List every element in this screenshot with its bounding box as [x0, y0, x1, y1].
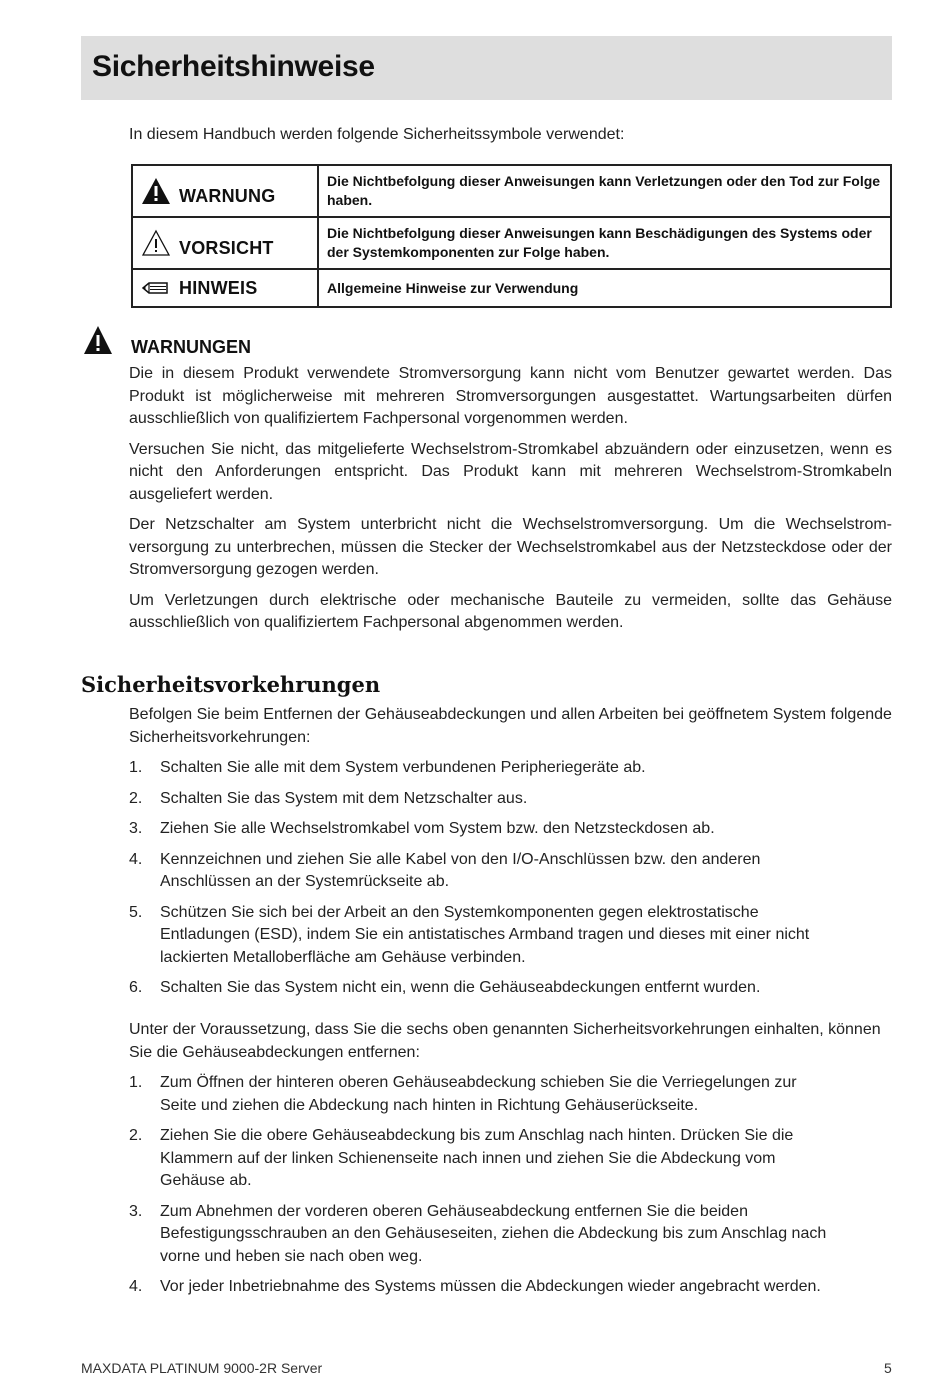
warning-filled-icon: [133, 177, 179, 205]
precautions-list: [129, 757, 892, 1008]
list-item: 2. Schalten Sie das System mit dem Netzschalter aus.: [129, 789, 528, 807]
symbol-row-hinweis: [132, 269, 891, 307]
warning-paragraph: Um Verletzungen durch elektrische oder mechanische Bauteile zu vermeiden, sollte das Gehäuse ausschließlich von qualifiziertem Fachpersonal abgenommen werden.: [129, 591, 892, 631]
symbol-description: Allgemeine Hinweise zur Verwendung: [318, 269, 891, 307]
symbol-label: VORSICHT: [179, 237, 274, 258]
page-number: 5: [884, 1360, 892, 1376]
intro-text: In diesem Handbuch werden folgende Sicherheitssymbole verwendet:: [129, 126, 625, 143]
pencil-note-icon: [133, 279, 179, 297]
warning-paragraph: Die in diesem Produkt verwendete Stromversorgung kann nicht vom Benutzer gewartet werden. Das Produkt ist möglicherweise mit mehreren Stromversorgungen ausgestattet. Wartungsarbeiten dürfen ausschließlich von qualifiziertem Fachpersonal vorgenommen werden.: [129, 365, 892, 427]
list-item: 5. Schützen Sie sich bei der Arbeit an den Systemkomponenten gegen elektrostatische Entladungen (ESD), indem Sie ein antistatisches Armband tragen und dieses mit einer nicht lackierten Metalloberfläche am Gehäuse verbinden.: [129, 903, 810, 966]
safety-symbols-table: [131, 164, 892, 308]
list-item: 2. Ziehen Sie die obere Gehäuseabdeckung bis zum Anschlag nach hinten. Drücken Sie die Klammern auf der linken Schienenseite nach innen und ziehen Sie die Abdeckung vom Gehäuse ab.: [129, 1127, 794, 1189]
list-item: 6. Schalten Sie das System nicht ein, wenn die Gehäuseabdeckungen entfernt wurden.: [129, 979, 761, 996]
removal-intro: Unter der Voraussetzung, dass Sie die sechs oben genannten Sicherheitsvorkehrungen einhalten, können Sie die Gehäuseabdeckungen entfernen:: [129, 1021, 881, 1061]
caution-outline-icon: [133, 229, 179, 257]
symbol-row-warnung: [132, 165, 891, 217]
footer-product: MAXDATA PLATINUM 9000-2R Server: [81, 1360, 323, 1376]
warning-filled-icon: [83, 325, 113, 360]
list-item: 1. Schalten Sie alle mit dem System verbundenen Peripheriegeräte ab.: [129, 759, 646, 776]
symbol-description: Die Nichtbefolgung dieser Anweisungen kann Beschädigungen des Systems oder der Systemkomponenten zur Folge haben.: [318, 217, 891, 269]
removal-list: [129, 1072, 892, 1307]
list-item: 3. Zum Abnehmen der vorderen oberen Gehäuseabdeckung entfernen Sie die beiden Befestigungsschrauben an den Gehäuseseiten, ziehen die Abdeckung bis zum Anschlag nach vorne und heben sie nach oben weg.: [129, 1202, 827, 1265]
symbol-label: WARNUNG: [179, 185, 276, 206]
symbol-label: HINWEIS: [179, 277, 258, 298]
symbol-row-vorsicht: [132, 217, 891, 269]
warning-paragraph: Der Netzschalter am System unterbricht nicht die Wechselstromversorgung. Um die Wechselstrom-versorgung zu unterbrechen, müssen die Stecker der Wechselstromkabel aus der Netzsteckdose oder der Stromversorgung gezogen werden.: [129, 516, 892, 578]
page-title-bar: [81, 36, 892, 100]
page-title: Sicherheitshinweise: [92, 50, 375, 83]
warnings-heading: WARNUNGEN: [131, 337, 251, 357]
symbol-description: Die Nichtbefolgung dieser Anweisungen kann Verletzungen oder den Tod zur Folge haben.: [318, 165, 891, 217]
precautions-intro: Befolgen Sie beim Entfernen der Gehäuseabdeckungen und allen Arbeiten bei geöffnetem System folgende Sicherheitsvorkehrungen:: [129, 706, 892, 746]
list-item: 1. Zum Öffnen der hinteren oberen Gehäuseabdeckung schieben Sie die Verriegelungen zur Seite und ziehen die Abdeckung nach hinten in Richtung Gehäuserückseite.: [129, 1074, 797, 1114]
warning-paragraph: Versuchen Sie nicht, das mitgelieferte Wechselstrom-Stromkabel abzuändern oder einzusetzen, wenn es nicht den Anforderungen entspricht. Das Produkt kann mit mehreren Wechselstrom-Stromkabeln ausgeliefert werden.: [129, 440, 892, 503]
precautions-heading: Sicherheitsvorkehrungen: [81, 672, 381, 697]
list-item: 4. Vor jeder Inbetriebnahme des Systems müssen die Abdeckungen wieder angebracht werden.: [129, 1278, 821, 1295]
list-item: 3. Ziehen Sie alle Wechselstromkabel vom System bzw. den Netzsteckdosen ab.: [129, 820, 715, 837]
list-item: 4. Kennzeichnen und ziehen Sie alle Kabel von den I/O-Anschlüssen bzw. den anderen Anschlüssen an der Systemrückseite ab.: [129, 850, 761, 890]
warnings-body: [129, 363, 892, 643]
